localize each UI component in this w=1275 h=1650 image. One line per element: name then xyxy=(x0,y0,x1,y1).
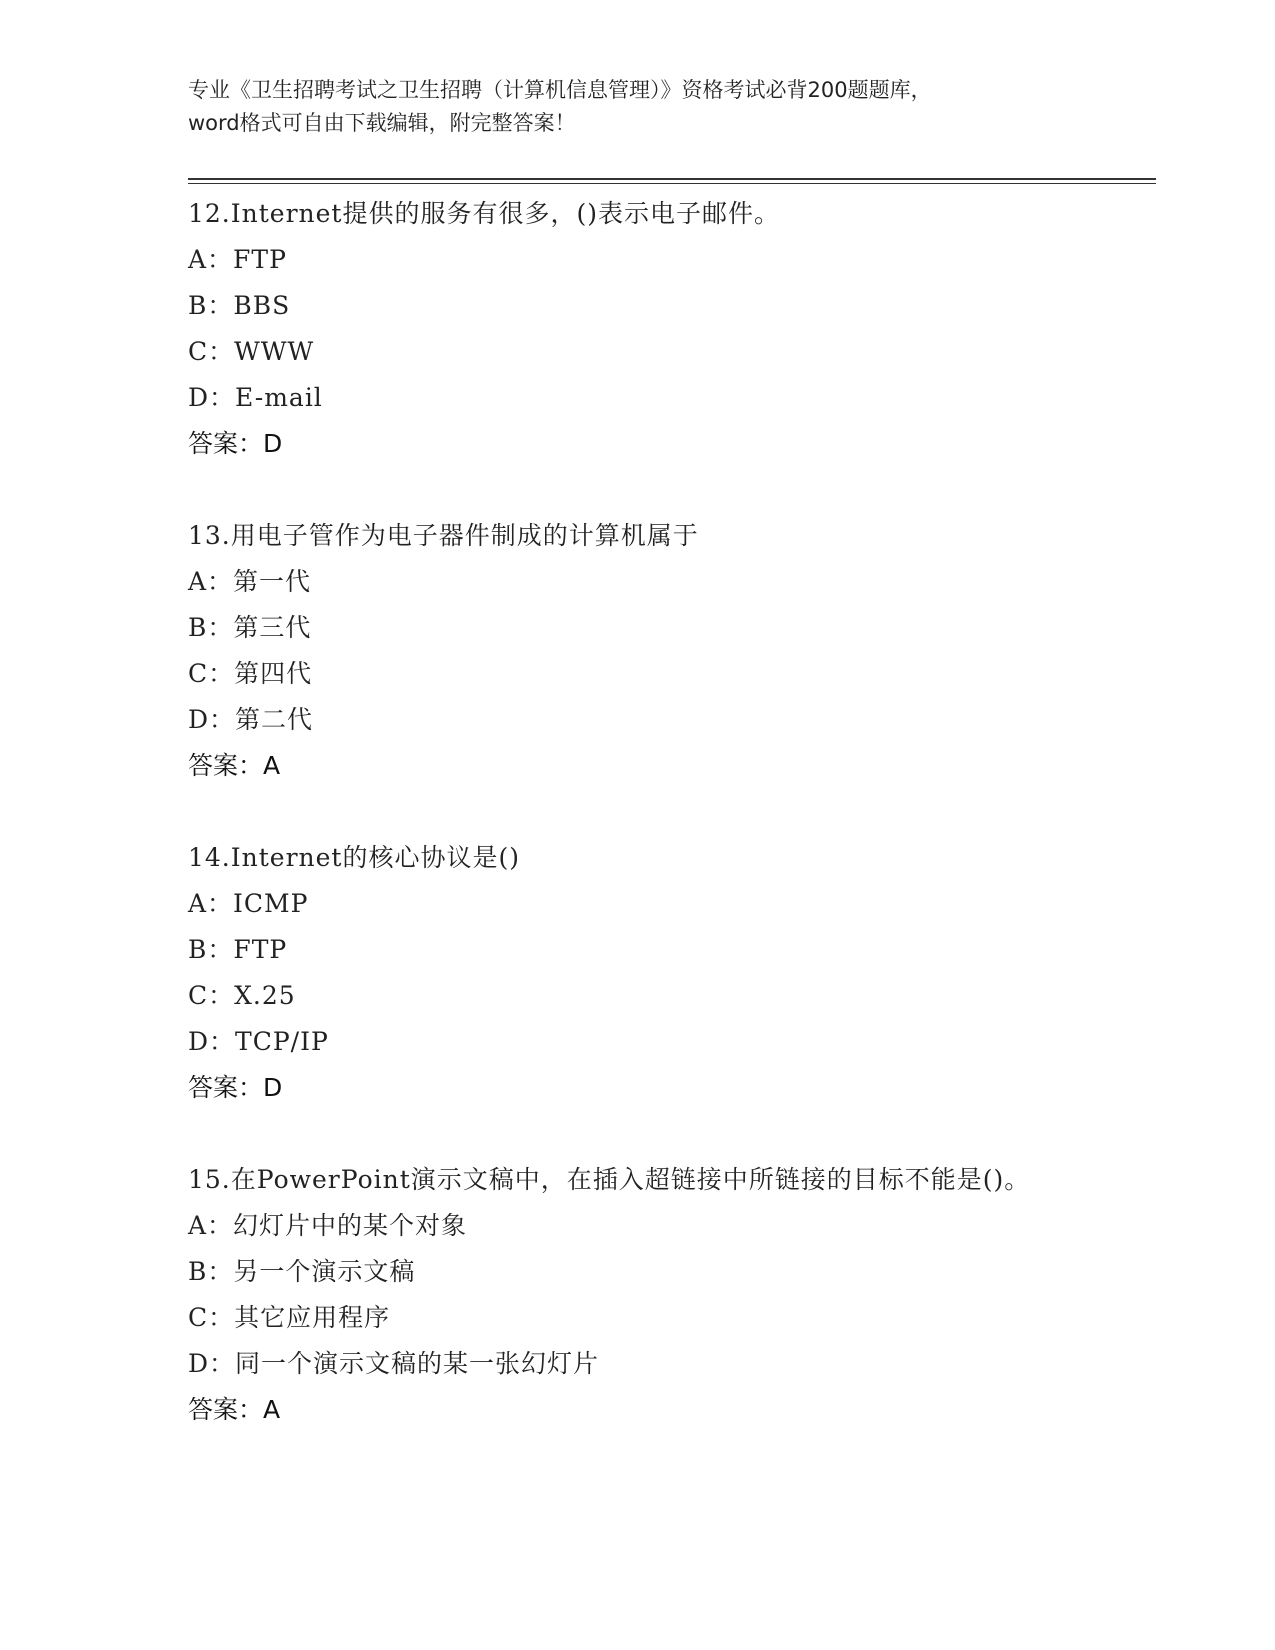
option-a: A：幻灯片中的某个对象 xyxy=(188,1211,468,1240)
question-stem: 12.Internet提供的服务有很多，()表示电子邮件。 xyxy=(188,199,780,228)
question-stem: 14.Internet的核心协议是() xyxy=(188,843,520,872)
option-b: B：BBS xyxy=(188,291,291,320)
option-a: A：ICMP xyxy=(188,889,309,918)
option-d: D：同一个演示文稿的某一张幻灯片 xyxy=(188,1349,600,1378)
question-12 xyxy=(188,191,1156,467)
option-c: C：WWW xyxy=(188,337,315,366)
answer-line: 答案：D xyxy=(188,429,283,458)
header-rule-thin xyxy=(188,183,1156,184)
question-15 xyxy=(188,1157,1156,1433)
option-d: D：E-mail xyxy=(188,383,323,412)
option-a: A：第一代 xyxy=(188,567,312,596)
header-rule-thick xyxy=(188,178,1156,180)
answer-line: 答案：A xyxy=(188,1395,281,1424)
question-list xyxy=(188,191,1156,1433)
option-b: B：FTP xyxy=(188,935,288,964)
header-line-1: 专业《卫生招聘考试之卫生招聘（计算机信息管理）》资格考试必背200题题库， xyxy=(188,78,932,102)
option-b: B：另一个演示文稿 xyxy=(188,1257,416,1286)
question-13 xyxy=(188,513,1156,789)
document-header xyxy=(188,74,1088,140)
answer-line: 答案：A xyxy=(188,751,281,780)
option-d: D：TCP/IP xyxy=(188,1027,329,1056)
answer-line: 答案：D xyxy=(188,1073,283,1102)
option-c: C：其它应用程序 xyxy=(188,1303,391,1332)
option-c: C：第四代 xyxy=(188,659,313,688)
header-line-2: word格式可自由下载编辑，附完整答案！ xyxy=(188,111,576,135)
option-c: C：X.25 xyxy=(188,981,296,1010)
question-stem: 13.用电子管作为电子器件制成的计算机属于 xyxy=(188,521,699,550)
option-a: A：FTP xyxy=(188,245,287,274)
option-d: D：第二代 xyxy=(188,705,314,734)
question-14 xyxy=(188,835,1156,1111)
option-b: B：第三代 xyxy=(188,613,312,642)
question-stem: 15.在PowerPoint演示文稿中，在插入超链接中所链接的目标不能是()。 xyxy=(188,1165,1031,1194)
